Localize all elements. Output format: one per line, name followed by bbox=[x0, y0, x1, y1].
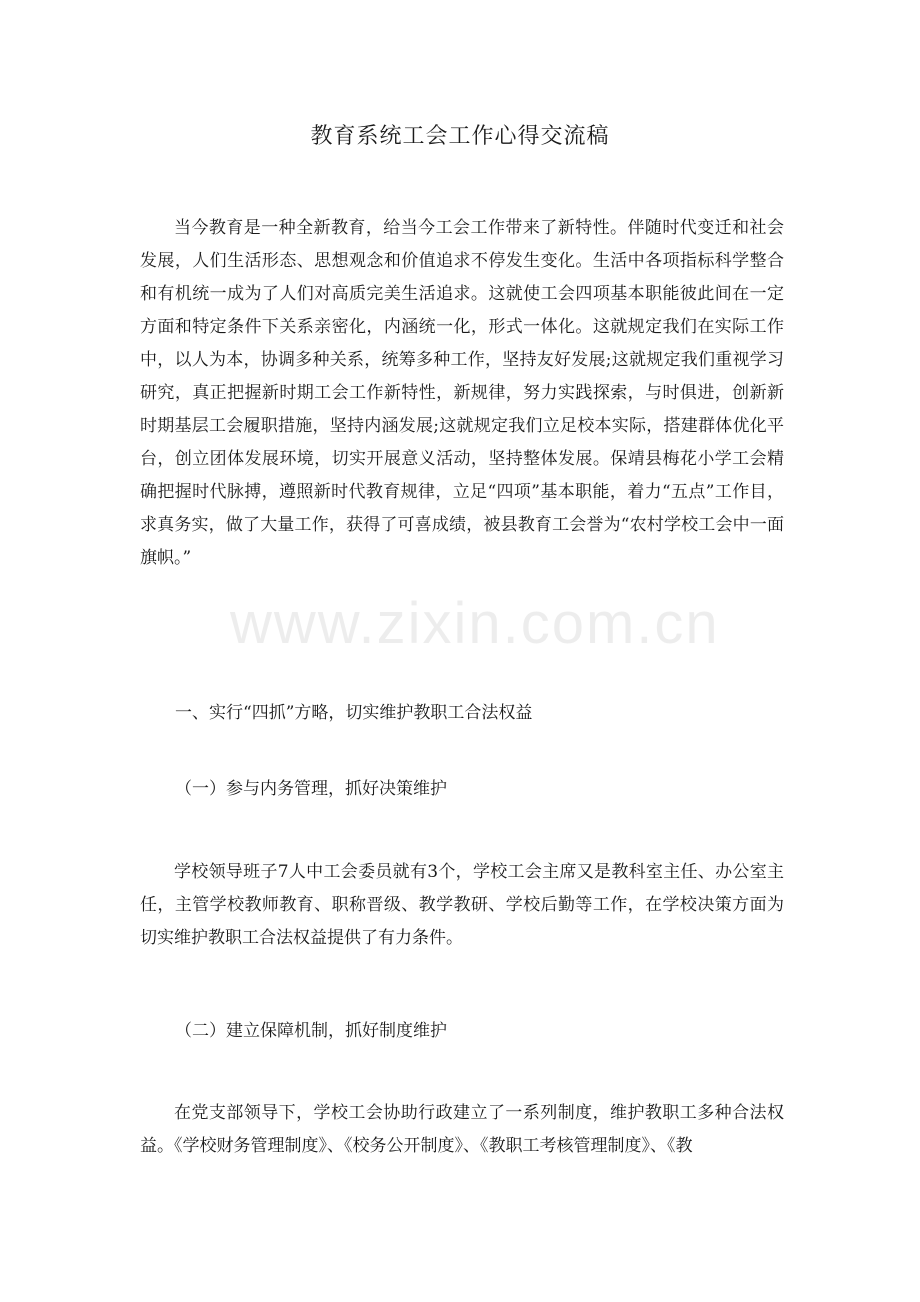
subsection-1-paragraph: 学校领导班子7人中工会委员就有3个，学校工会主席又是教科室主任、办公室主任，主管学校教师教育、职称晋级、教学教研、学校后勤等工作，在学校决策方面为切实维护教职工合法权益提供了有力条件。 bbox=[140, 862, 784, 948]
subsection-2-paragraph: 在党支部领导下，学校工会协助行政建立了一系列制度，维护教职工多种合法权益。《学校财务管理制度》、《校务公开制度》、《教职工考核管理制度》、《教 bbox=[140, 1103, 784, 1156]
document-title: 教育系统工会工作心得交流稿 bbox=[310, 124, 610, 149]
intro-paragraph: 当今教育是一种全新教育，给当今工会工作带来了新特性。伴随时代变迁和社会发展，人们生活形态、思想观念和价值追求不停发生变化。生活中各项指标科学整合和有机统一成为了人们对高质完美生活追求。这就使工会四项基本职能彼此间在一定方面和特定条件下关系亲密化，内涵统一化，形式一体化。这就规定我们在实际工作中，以人为本，协调多种关系，统筹多种工作，坚持友好发展;这就规定我们重视学习研究，真正把握新时期工会工作新特性，新规律，努力实践探索，与时俱进，创新新时期基层工会履职措施，坚持内涵发展;这就规定我们立足校本实际，搭建群体优化平台，创立团体发展环境，切实开展意义活动，坚持整体发展。保靖县梅花小学工会精确把握时代脉搏，遵照新时代教育规律，立足“四项”基本职能，着力“五点”工作目，求真务实，做了大量工作，获得了可喜成绩，被县教育工会誉为“农村学校工会中一面旗帜。” bbox=[140, 218, 784, 568]
watermark: www.zixin.com.cn bbox=[230, 591, 720, 656]
subsection-1-heading: （一）参与内务管理，抓好决策维护 bbox=[175, 779, 447, 799]
subsection-2-heading: （二）建立保障机制，抓好制度维护 bbox=[175, 1021, 447, 1041]
section-1-heading: 一、实行“四抓”方略，切实维护教职工合法权益 bbox=[175, 703, 533, 723]
